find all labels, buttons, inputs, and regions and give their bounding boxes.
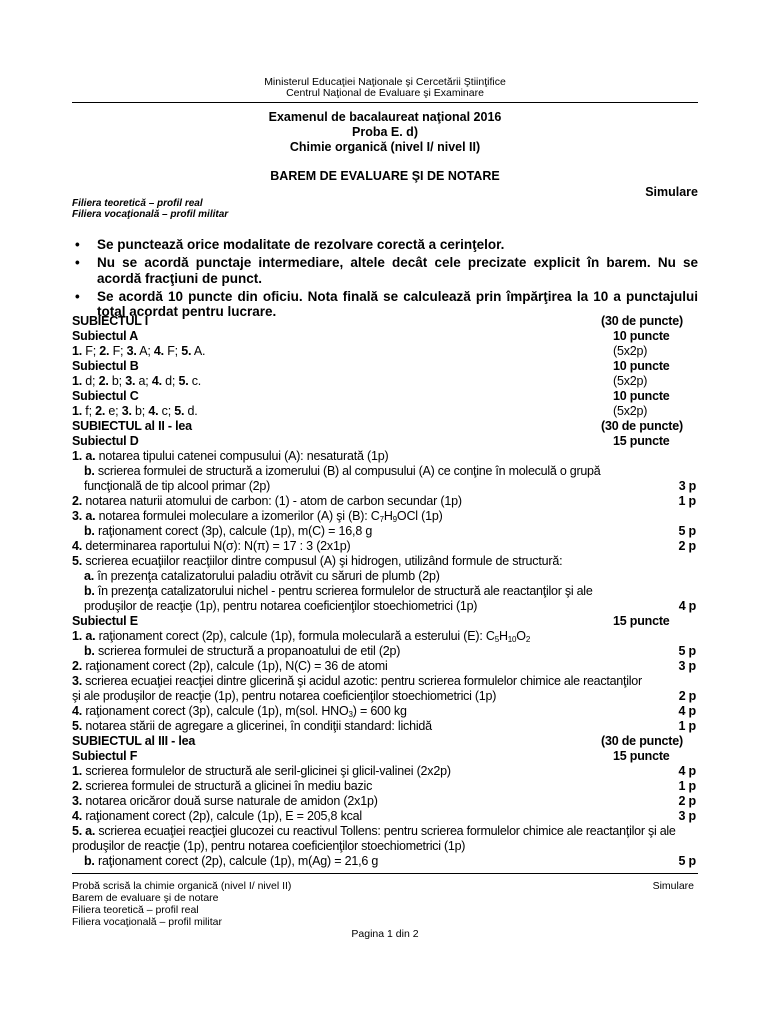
footer-line-4: Filiera vocaţională – profil militar	[72, 916, 222, 928]
document-page	[72, 0, 698, 1024]
filiera-teoretica: Filiera teoretică – profil real	[72, 198, 203, 209]
e-item-1a: 1. a. raţionament corect (2p), calcule (1p), formula moleculară a esterului (E): $C_5H_{10}O_2$	[72, 629, 531, 644]
footer-divider	[72, 873, 698, 874]
center-name: Centrul Naţional de Evaluare şi Examinare	[286, 87, 484, 99]
footer-line-3: Filiera teoretică – profil real	[72, 904, 199, 916]
d-item-1: 1. a. notarea tipului catenei compusului (A): nesaturată (1p)	[72, 449, 389, 463]
subiect-c-answers: 1. f; 2. e; 3. b; 4. c; 5. d. (5x2p)	[72, 404, 648, 418]
d-item-4: 4. determinarea raportului N(σ): N(π) = 17 : 3 (2x1p) 2 p	[72, 539, 696, 553]
subiect-b-heading: Subiectul B 10 puncte	[72, 359, 670, 373]
barem-title: BAREM DE EVALUARE ŞI DE NOTARE	[270, 169, 500, 183]
d-item-5a: a. în prezenţa catalizatorului paladiu otrăvit cu săruri de plumb (2p)	[84, 569, 440, 583]
f-item-3: 3. notarea oricăror două surse naturale de amidon (2x1p) 2 p	[72, 794, 696, 808]
document-header	[72, 77, 698, 99]
subiect-e-heading: Subiectul E 15 puncte	[72, 614, 670, 628]
subiect-b-answers: 1. d; 2. b; 3. a; 4. d; 5. c. (5x2p)	[72, 374, 648, 388]
instructions-list	[72, 237, 698, 322]
barem-body	[72, 314, 698, 869]
subiect-a-heading: Subiectul A 10 puncte	[72, 329, 670, 343]
d-item-5b: b. în prezenţa catalizatorului nichel - pentru scrierea formulelor de structură ale reactanţilor şi ale produşilor de reacţie (1p), pentru notarea coeficienţilor stoechiometrici (1p) 4 p	[84, 584, 696, 613]
ministry-name: Ministerul Educaţiei Naţionale şi Cercetării Ştiinţifice	[264, 76, 506, 88]
filiera-block	[72, 198, 228, 220]
bullet-icon: •	[75, 255, 80, 271]
subiect-d-heading: Subiectul D 15 puncte	[72, 434, 670, 448]
exam-title-block	[72, 110, 698, 155]
instruction-item: • Se acordă 10 puncte din oficiu. Nota finală se calculează prin împărţirea la 10 a punctajului total acordat pentru lucrare.	[75, 288, 698, 320]
footer-line-1: Probă scrisă la chimie organică (nivel I/ nivel II)	[72, 880, 292, 892]
e-item-5: 5. notarea stării de agregare a glicerinei, în condiţii standard: lichidă 1 p	[72, 719, 696, 733]
header-divider	[72, 102, 698, 103]
f-item-2: 2. scrierea formulei de structură a glicinei în mediu bazic 1 p	[72, 779, 696, 793]
subiect-a-answers: 1. F; 2. F; 3. A; 4. F; 5. A. (5x2p)	[72, 344, 648, 358]
e-item-3: 3. scrierea ecuaţiei reacţiei dintre glicerină şi acidul azotic: pentru scrierea formulelor chimice ale reactanţilor şi ale produşilor de reacţie (1p), pentru notarea coeficienţilor stoechiometrici (1p) 2 p	[72, 674, 696, 703]
page-number: Pagina 1 din 2	[351, 928, 419, 940]
subiect-f-heading: Subiectul F 15 puncte	[72, 749, 670, 763]
simulare-label: Simulare	[645, 185, 698, 199]
exam-title: Examenul de bacalaureat naţional 2016	[268, 110, 502, 124]
subiect-c-heading: Subiectul C 10 puncte	[72, 389, 670, 403]
subiect1-heading: SUBIECTUL I (30 de puncte)	[72, 314, 683, 328]
exam-proba: Proba E. d)	[352, 125, 418, 139]
subiect3-heading: SUBIECTUL al III - lea (30 de puncte)	[72, 734, 683, 748]
footer-line-2: Barem de evaluare şi de notare	[72, 892, 219, 904]
document-footer	[72, 880, 698, 928]
d-item-5: 5. scrierea ecuaţiilor reacţiilor dintre compusul (A) şi hidrogen, utilizând formule de structură:	[72, 554, 563, 568]
instruction-item: • Se punctează orice modalitate de rezolvare corectă a cerinţelor.	[75, 237, 505, 252]
exam-subject: Chimie organică (nivel I/ nivel II)	[289, 140, 481, 154]
e-item-2: 2. raţionament corect (2p), calcule (1p), N(C) = 36 de atomi 3 p	[72, 659, 696, 673]
e-item-4: 4. raţionament corect (3p), calcule (1p), m(sol. $HNO_3) = 600$ kg 4 p	[72, 704, 696, 719]
d-item-2: 2. notarea naturii atomului de carbon: (1) - atom de carbon secundar (1p) 1 p	[72, 494, 696, 508]
e-item-1b: b. scrierea formulei de structură a propanoatului de etil (2p) 5 p	[84, 644, 696, 658]
footer-simulare: Simulare	[652, 880, 694, 892]
f-item-1: 1. scrierea formulelor de structură ale seril-glicinei şi glicil-valinei (2x2p) 4 p	[72, 764, 696, 778]
subiect2-heading: SUBIECTUL al II - lea (30 de puncte)	[72, 419, 683, 433]
bullet-icon: •	[75, 237, 80, 252]
bullet-icon: •	[75, 288, 80, 304]
f-item-5a: 5. a. scrierea ecuaţiei reacţiei glucozei cu reactivul Tollens: pentru scrierea formulelor chimice ale reactanţilor şi ale produşilor de reacţie (1p), pentru notarea coeficienţilor stoechiometrici (1p)	[72, 824, 676, 853]
f-item-4: 4. raţionament corect (2p), calcule (1p), E = 205,8 kcal 3 p	[72, 809, 696, 823]
d-item-3b: b. raţionament corect (3p), calcule (1p), m(C) = 16,8 g 5 p	[84, 524, 696, 538]
filiera-vocationala: Filiera vocaţională – profil militar	[72, 209, 229, 220]
d-item-1b: b. scrierea formulei de structură a izomerului (B) al compusului (A) ce conţine în moleculă o grupă funcţională de tip alcool primar (2p) 3 p	[84, 464, 696, 493]
d-item-3a: 3. a. notarea formulei moleculare a izomerilor (A) şi (B): $C_7H_9OCl$ (1p)	[72, 509, 443, 524]
f-item-5b: b. raţionament corect (2p), calcule (1p), m(Ag) = 21,6 g 5 p	[84, 854, 696, 868]
instruction-item: • Nu se acordă punctaje intermediare, altele decât cele precizate explicit în barem. Nu se acordă fracţiuni de punct.	[75, 255, 698, 286]
